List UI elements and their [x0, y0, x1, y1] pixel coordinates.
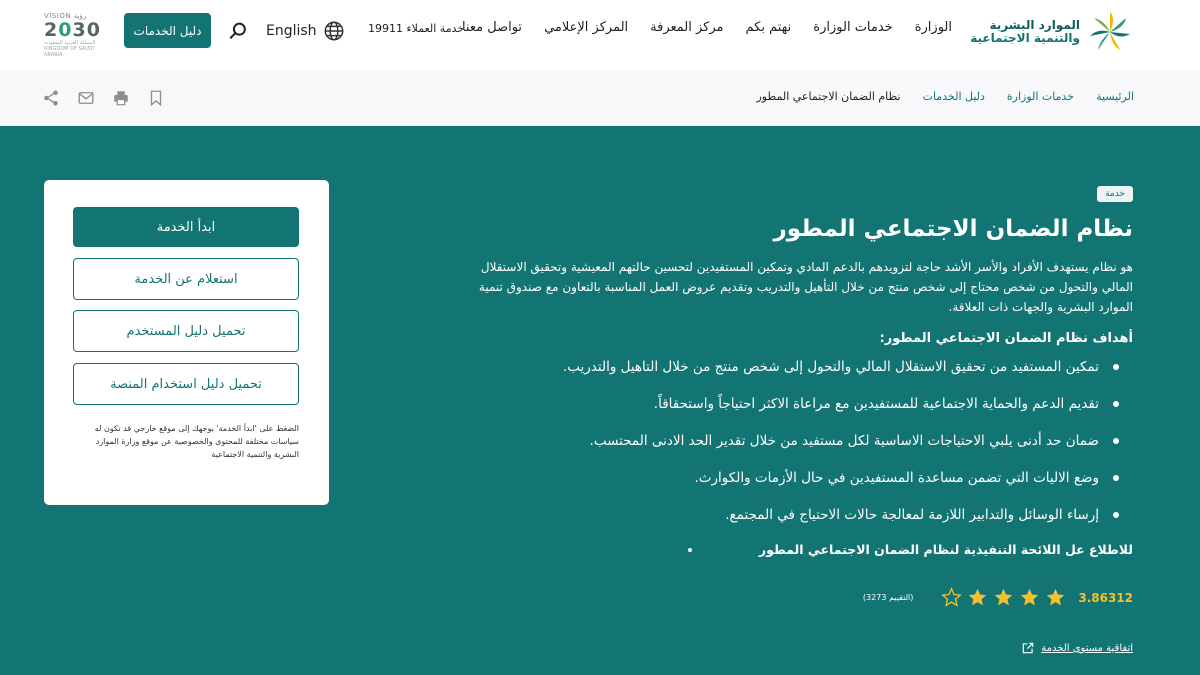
service-section — [0, 126, 1200, 675]
service-details — [453, 181, 1133, 557]
star-icon[interactable] — [993, 587, 1014, 608]
vision-2030-logo — [44, 12, 110, 58]
logo-icon — [1086, 8, 1134, 56]
star-icon[interactable] — [1045, 587, 1066, 608]
service-description: هو نظام يستهدف الأفراد والأسر الأشد حاجة لتزويدهم بالدعم المادي وتمكين المستفيدين لتحسين حالتهم المعيشية وتحقيق الاستقلال المالي والتحول من شخص محتاج إلى شخص منتج من خلال التأهيل والتدريب وتقديم عروض العمل المناسبة بالتعاون مع صندوق تنمية الموارد البشرية والجهات ذات العلاقة. — [478, 260, 1133, 314]
rating-count: (التقييم 3273) — [862, 593, 914, 602]
vision-caption: المملكة العربية السعودية KINGDOM OF SAUDI ARABIA — [44, 40, 96, 58]
external-site-notice: الضغط على 'ابدأ الخدمة' يوجهك إلى موقع خارجي قد تكون له سياسات مختلفة للمحتوى والخصوصية عن موقع وزارة الموارد البشرية والتنمية الاجتماعية — [94, 424, 299, 459]
nav-we-care[interactable]: نهتم بكم — [745, 20, 792, 35]
star-icon[interactable] — [1019, 587, 1040, 608]
ministry-logo[interactable] — [964, 7, 1134, 57]
language-label: English — [266, 23, 317, 39]
breadcrumb — [756, 90, 1134, 103]
breadcrumb-bar — [0, 70, 1200, 126]
globe-icon — [323, 20, 345, 42]
goal-item: تمكين المستفيد من تحقيق الاستقلال المالي والتحول إلى شخص منتج من خلال التاهيل والتدريب. — [453, 358, 1133, 376]
external-link-icon — [1021, 641, 1035, 655]
service-tag: خدمة — [1097, 186, 1133, 202]
nav-ministry-services[interactable]: خدمات الوزارة — [813, 20, 893, 35]
vision-number — [44, 20, 110, 40]
language-switch[interactable] — [266, 19, 345, 43]
sla-link-label: اتفاقية مستوى الخدمة — [1041, 642, 1133, 654]
service-rating — [863, 587, 1133, 608]
star-icon[interactable] — [967, 587, 988, 608]
nav-contact-us[interactable]: تواصل معنا — [461, 20, 523, 35]
executive-regulations-text: للاطلاع عل اللائحة التنفيذية لنظام الضمان الاجتماعي المطور — [758, 542, 1133, 557]
goal-item: إرساء الوسائل والتدابير اللازمة لمعالجة حالات الاحتياج في المجتمع. — [453, 506, 1133, 524]
site-header — [0, 0, 1200, 70]
service-actions-card — [44, 180, 329, 505]
sla-link[interactable] — [1021, 641, 1133, 655]
vision-digit-0: 0 — [58, 19, 73, 41]
rating-stars — [941, 587, 1066, 608]
breadcrumb-current: نظام الضمان الاجتماعي المطور — [756, 90, 901, 103]
goals-heading: أهداف نظام الضمان الاجتماعي المطور: — [879, 331, 1133, 346]
download-platform-guide-button[interactable]: تحميل دليل استخدام المنصة — [73, 363, 299, 405]
vision-label: VISION رؤية — [44, 12, 87, 20]
vision-digits-30: 30 — [72, 19, 101, 41]
goals-list — [453, 358, 1133, 524]
download-user-guide-button[interactable]: تحميل دليل المستخدم — [73, 310, 299, 352]
customer-service-hotline[interactable]: خدمة العملاء 19911 — [368, 22, 465, 35]
goal-item: تقديم الدعم والحماية الاجتماعية للمستفيدين مع مراعاة الاكثر احتياجاً واستحقاقاً. — [453, 395, 1133, 413]
nav-ministry[interactable]: الوزارة — [914, 20, 952, 35]
executive-regulations-link[interactable] — [453, 542, 1133, 557]
regulation-dot — [688, 548, 692, 552]
main-nav — [462, 20, 952, 40]
share-icon[interactable] — [42, 89, 60, 107]
nav-knowledge-center[interactable]: مركز المعرفة — [650, 20, 724, 35]
start-service-button[interactable]: ابدأ الخدمة — [73, 207, 299, 247]
search-icon[interactable] — [227, 20, 249, 42]
breadcrumb-ministry-services[interactable]: خدمات الوزارة — [1006, 90, 1075, 103]
star-icon[interactable] — [941, 587, 962, 608]
service-inquiry-button[interactable]: استعلام عن الخدمة — [73, 258, 299, 300]
bookmark-icon[interactable] — [147, 89, 165, 107]
logo-text-line1: الموارد البشرية — [989, 18, 1080, 33]
breadcrumb-services-guide[interactable]: دليل الخدمات — [922, 90, 985, 103]
page-title: نظام الضمان الاجتماعي المطور — [773, 216, 1133, 242]
rating-value: 3.86312 — [1078, 590, 1133, 605]
page-tools — [42, 89, 165, 107]
vision-digit-2: 2 — [44, 19, 59, 41]
nav-media-center[interactable]: المركز الإعلامي — [544, 20, 629, 35]
goal-item: وضع الاليات التي تضمن مساعدة المستفيدين في حال الأزمات والكوارث. — [453, 469, 1133, 487]
print-icon[interactable] — [112, 89, 130, 107]
breadcrumb-home[interactable]: الرئيسية — [1096, 90, 1134, 103]
goal-item: ضمان حد أدنى يلبي الاحتياجات الاساسية لكل مستفيد من خلال تقدير الحد الادنى المحتسب. — [453, 432, 1133, 450]
logo-text-line2: والتنمية الاجتماعية — [970, 31, 1080, 45]
services-guide-button[interactable]: دليل الخدمات — [124, 13, 211, 48]
mail-icon[interactable] — [77, 89, 95, 107]
